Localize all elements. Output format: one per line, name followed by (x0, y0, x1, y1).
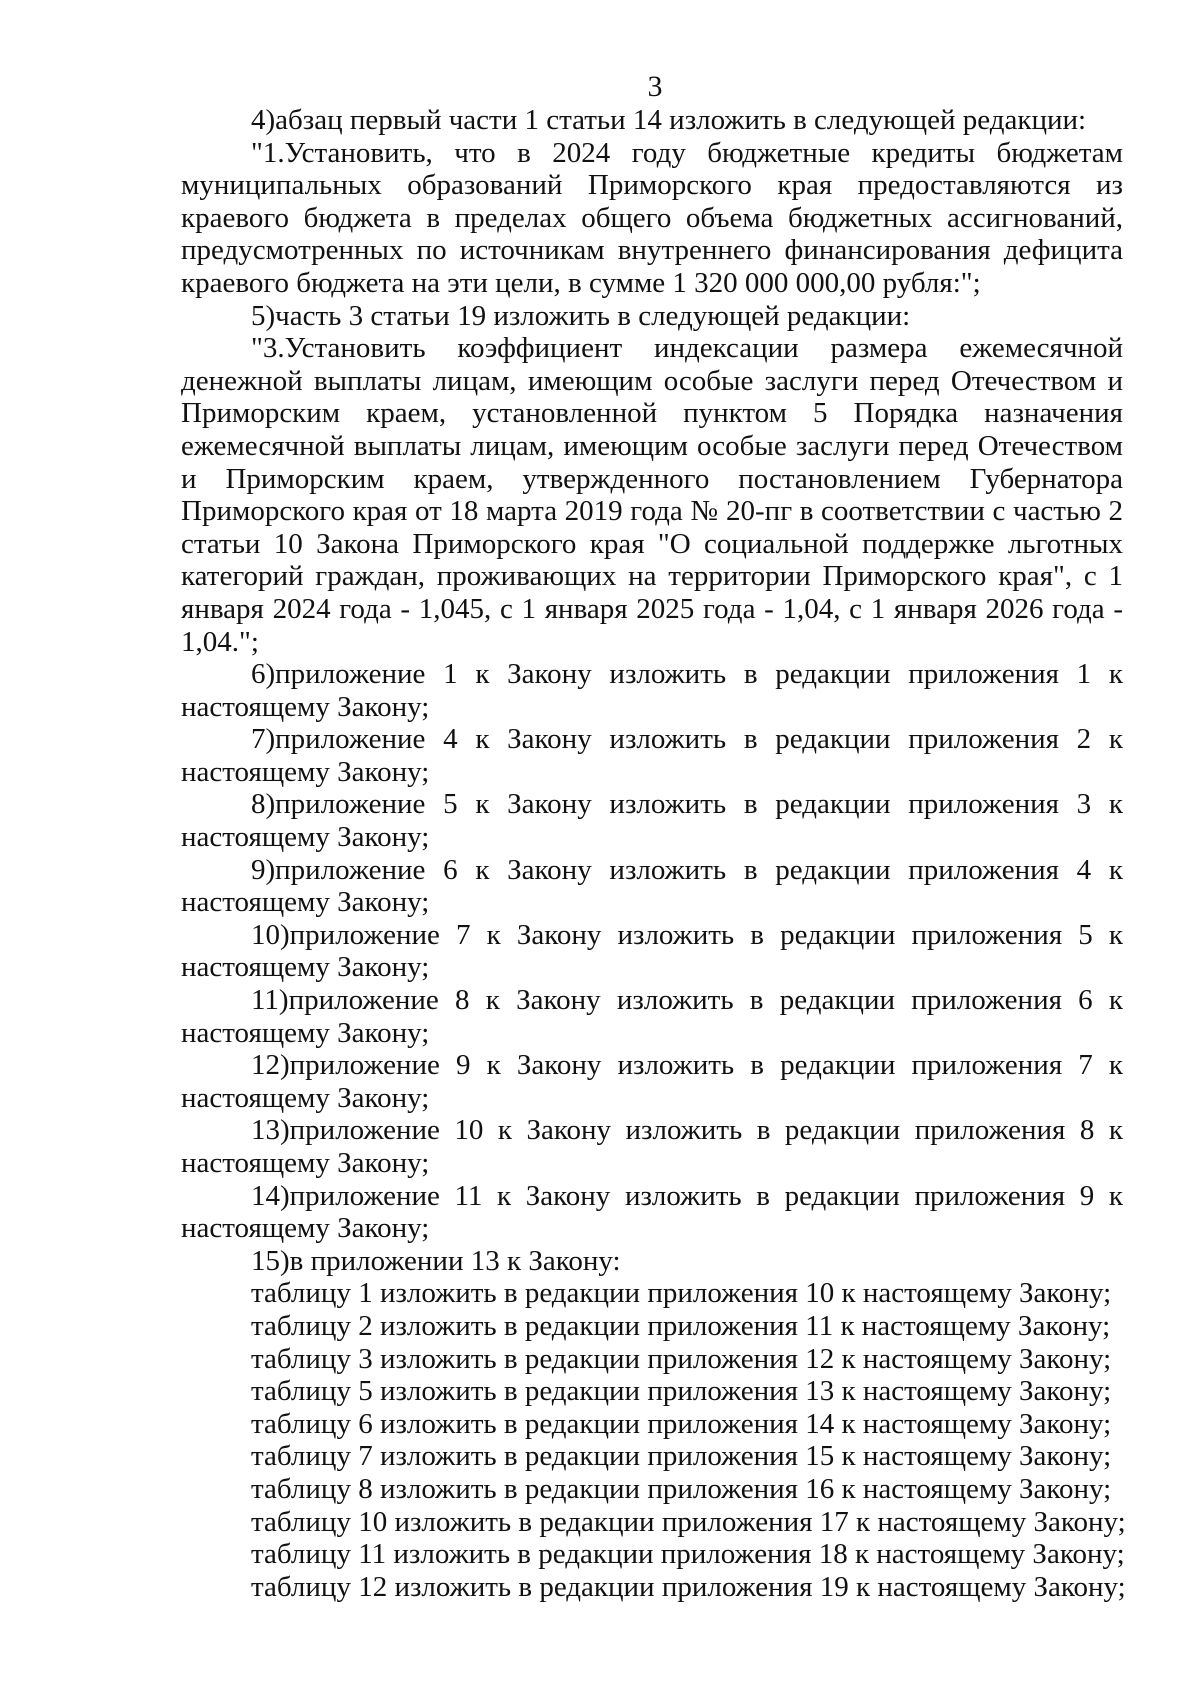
paragraph-item-10: 10)приложение 7 к Закону изложить в редакции приложения 5 к настоящему Закону; (181, 918, 1123, 984)
paragraph-indexation-text: "3.Установить коэффициент индексации размера ежемесячной денежной выплаты лицам, имеющим особые заслуги перед Отечеством и Приморским краем, установленной пунктом 5 Порядка назначения ежемесячной выплаты лицам, имеющим особые заслуги перед Отечеством и Приморским краем, утвержденного постановлением Губернатора Приморского края от 18 марта 2019 года № 20-пг в соответствии с частью 2 статьи 10 Закона Приморского края "О социальной поддержке льготных категорий граждан, проживающих на территории Приморского края", с 1 января 2024 года - 1,045, с 1 января 2025 года - 1,04, с 1 января 2026 года - 1,04."; (181, 332, 1123, 658)
page-number: 3 (647, 70, 663, 103)
paragraph-budget-credits-text: "1.Установить, что в 2024 году бюджетные кредиты бюджетам муниципальных образований Приморского края предоставляются из краевого бюджета в пределах общего объема бюджетных ассигнований, предусмотренных по источникам внутреннего финансирования дефицита краевого бюджета на эти цели, в сумме 1 320 000 000,00 рубля:"; (181, 136, 1123, 299)
paragraph-item-5: 5)часть 3 статьи 19 изложить в следующей редакции: (251, 299, 911, 332)
paragraph-item-7: 7)приложение 4 к Закону изложить в редакции приложения 2 к настоящему Закону; (181, 723, 1123, 788)
table-item: таблицу 8 изложить в редакции приложения 16 к настоящему Закону; (251, 1472, 1112, 1505)
table-item: таблицу 12 изложить в редакции приложения 19 к настоящему Закону; (251, 1570, 1126, 1603)
paragraph-item-14: 14)приложение 11 к Закону изложить в редакции приложения 9 к настоящему Закону; (181, 1179, 1123, 1245)
paragraph-item-13: 13)приложение 10 к Закону изложить в редакции приложения 8 к настоящему Закону; (181, 1114, 1123, 1179)
paragraph-item-8: 8)приложение 5 к Закону изложить в редакции приложения 3 к настоящему Закону; (181, 788, 1123, 854)
table-item: таблицу 6 изложить в редакции приложения 14 к настоящему Закону; (251, 1407, 1112, 1440)
table-item: таблицу 7 изложить в редакции приложения 15 к настоящему Закону; (251, 1440, 1112, 1473)
paragraph-item-12: 12)приложение 9 к Закону изложить в редакции приложения 7 к настоящему Закону; (181, 1049, 1123, 1114)
paragraph-item-15: 15)в приложении 13 к Закону: (251, 1244, 621, 1277)
table-item: таблицу 10 изложить в редакции приложения 17 к настоящему Закону; (251, 1505, 1126, 1538)
table-item: таблицу 5 изложить в редакции приложения 13 к настоящему Закону; (251, 1375, 1112, 1408)
document-body (181, 104, 1126, 1603)
table-item: таблицу 2 изложить в редакции приложения 11 к настоящему Закону; (251, 1309, 1111, 1342)
paragraph-item-6: 6)приложение 1 к Закону изложить в редакции приложения 1 к настоящему Закону; (181, 658, 1123, 723)
paragraph-item-9: 9)приложение 6 к Закону изложить в редакции приложения 4 к настоящему Закону; (181, 853, 1123, 919)
paragraph-item-4: 4)абзац первый части 1 статьи 14 изложить в следующей редакции: (251, 104, 1087, 136)
table-item: таблицу 3 изложить в редакции приложения 12 к настоящему Закону; (251, 1342, 1112, 1375)
paragraph-item-11: 11)приложение 8 к Закону изложить в редакции приложения 6 к настоящему Закону; (181, 984, 1123, 1049)
table-item: таблицу 11 изложить в редакции приложения 18 к настоящему Закону; (251, 1538, 1125, 1571)
table-item: таблицу 1 изложить в редакции приложения 10 к настоящему Закону; (251, 1277, 1112, 1310)
